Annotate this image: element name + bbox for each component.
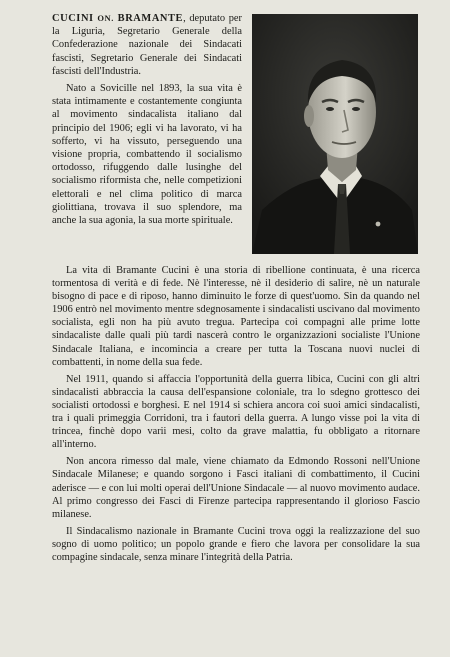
portrait-photo <box>252 14 418 254</box>
top-section <box>52 12 420 264</box>
person-surname: CUCINI <box>52 13 94 24</box>
portrait-image <box>252 14 418 254</box>
paragraph-2: Nel 1911, quando si affaccia l'opportunità della guerra libica, Cucini con gli altri sindacalisti abbraccia la causa dell'espansione coloniale, tra lo sdegno grottesco dei socialisti ortodossi e borghesi. E nel 1914 si schiera ancora coi suoi amici sindacalisti, tra i quali primeggia Corridoni, tra i fautori della guerra. A lungo visse poi la vita di trincea, finchè dopo varii mesi, colto da grave malattia, fu obbligato a ritornare all'interno. <box>52 373 420 451</box>
intro-paragraph <box>52 12 242 78</box>
paragraph-1: La vita di Bramante Cucini è una storia di ribellione continuata, è una ricerca tormentosa di verità e di fede. Nè l'interesse, nè il desiderio di salire, nè un naturale bisogno di pace e di riposo, hanno diminuito le forze di quest'uomo. Sin da quando nel 1906 entrò nel movimento mentre sdegnosamente i sindacalisti uscivano dal movimento socialista, egli non ha più avuto tregua. Partecipa coi compagni alle prime lotte sindacaliste dalle quali più tardi nascerà contro le organizzazioni socialiste l'Unione Sindacale Italiana, e incomincia a creare per tutta la Toscana nuovi nuclei di combattenti, in nome della sua fede. <box>52 265 420 368</box>
body-text <box>52 264 420 564</box>
intro-description: , deputato per la Liguria, Segretario Generale della Confederazione nazionale dei Sindacati fascisti, Segretario Generale dei Sindacati fascisti dell'Industria. <box>52 13 242 77</box>
paragraph-4: Il Sindacalismo nazionale in Bramante Cucini trova oggi la realizzazione del suo sogno di uomo politico; un popolo grande e fiero che lavora per consolidare la sua compagine sindacale, senza minare l'integrità della Patria. <box>52 525 420 563</box>
honorific: ON. <box>97 13 115 23</box>
person-given-name: BRAMANTE <box>117 13 184 24</box>
paragraph-3: Non ancora rimesso dal male, viene chiamato da Edmondo Rossoni nell'Unione Sindacale Milanese; e quando sorgono i Fasci italiani di combattimento, il Cucini aderisce — e con lui molti operai dell'Unione Sindacale — al nuovo movimento audace. Al primo congresso dei Fasci di Firenze partecipa rappresentando il glorioso Fascio milanese. <box>52 456 420 520</box>
intro-column <box>52 12 242 227</box>
birth-paragraph: Nato a Sovicille nel 1893, la sua vita è stata intimamente e costantemente congiunta al movimento sindacalista italiano dal principio del 1906; egli vi ha lavorato, vi ha sofferto, vi ha vissuto, perseguendo una visione propria, combattendo il socialismo ortodosso, rifuggendo dalle lusinghe del socialismo riformista che, nelle competizioni elettorali e nel clima politico di marca giolittiana, trovava il suo splendore, ma anche la sua agonia, la sua morte spirituale. <box>52 83 242 227</box>
